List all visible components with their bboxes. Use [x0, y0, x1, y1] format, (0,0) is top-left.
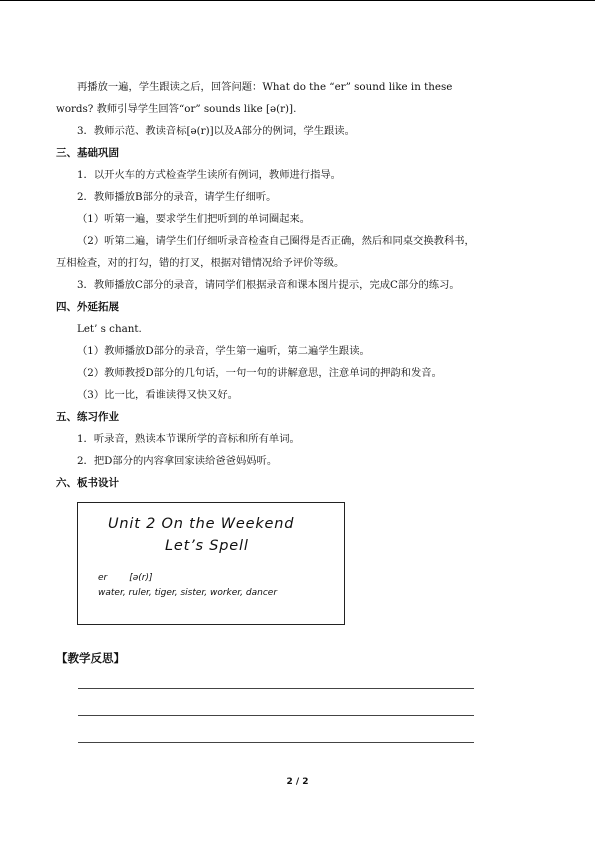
section-5-item-2: 2．把D部分的内容拿回家读给爸爸妈妈听。 [77, 455, 278, 467]
page-number: 2 / 2 [286, 777, 309, 787]
document-body [56, 76, 538, 494]
section-4-chant: Let’ s chant. [77, 323, 142, 335]
board-ipa: [ə(r)] [129, 573, 153, 583]
board-subtitle: Let’s Spell [165, 538, 249, 554]
board-sound-row [98, 573, 153, 583]
section-6-heading: 六、板书设计 [56, 477, 119, 489]
section-5-heading: 五、练习作业 [56, 411, 119, 423]
board-example-words: water, ruler, tiger, sister, worker, dancer [98, 588, 278, 598]
section-4-heading: 四、外延拓展 [56, 301, 119, 313]
reflection-line [78, 742, 474, 743]
header-rule [0, 0, 595, 1]
section-4-item-3: （3）比一比，看谁读得又快又好。 [77, 389, 239, 401]
board-title: Unit 2 On the Weekend [108, 516, 295, 532]
section-3-item-2: 2．教师播放B部分的录音，请学生仔细听。 [77, 191, 277, 203]
section-3-item-1: 1．以开火车的方式检查学生读所有例词，教师进行指导。 [77, 169, 341, 181]
step-3-text: 3．教师示范、教读音标[ə(r)]以及A部分的例词，学生跟读。 [77, 125, 355, 137]
board-letters: er [98, 573, 108, 583]
section-5-item-1: 1．听录音，熟读本节课所学的音标和所有单词。 [77, 433, 300, 445]
reflection-title: 【教学反思】 [56, 651, 125, 665]
section-3-item-2-2-first: （2）听第二遍，请学生们仔细听录音检查自己圈得是否正确，然后和同桌交换教科书， [77, 235, 475, 247]
section-3-heading: 三、基础巩固 [56, 147, 119, 159]
step-2-answer-line: words? 教师引导学生回答“or” sounds like [ə(r)]. [56, 103, 297, 115]
reflection-line [78, 688, 474, 689]
reflection-line [78, 715, 474, 716]
section-3-item-3: 3．教师播放C部分的录音，请同学们根据录音和课本图片提示，完成C部分的练习。 [77, 279, 460, 291]
section-4-item-2: （2）教师教授D部分的几句话，一句一句的讲解意思，注意单词的押韵和发音。 [77, 367, 442, 379]
section-4-item-1: （1）教师播放D部分的录音，学生第一遍听，第二遍学生跟读。 [77, 345, 370, 357]
blackboard-design-box [77, 502, 345, 625]
step-2-question-line: 再播放一遍，学生跟读之后，回答问题：What do the “er” sound like in these [77, 81, 453, 93]
section-3-item-2-1: （1）听第一遍，要求学生们把听到的单词圈起来。 [77, 213, 311, 225]
section-3-item-2-2-second: 互相检查，对的打勾，错的打叉，根据对错情况给予评价等级。 [56, 257, 345, 269]
